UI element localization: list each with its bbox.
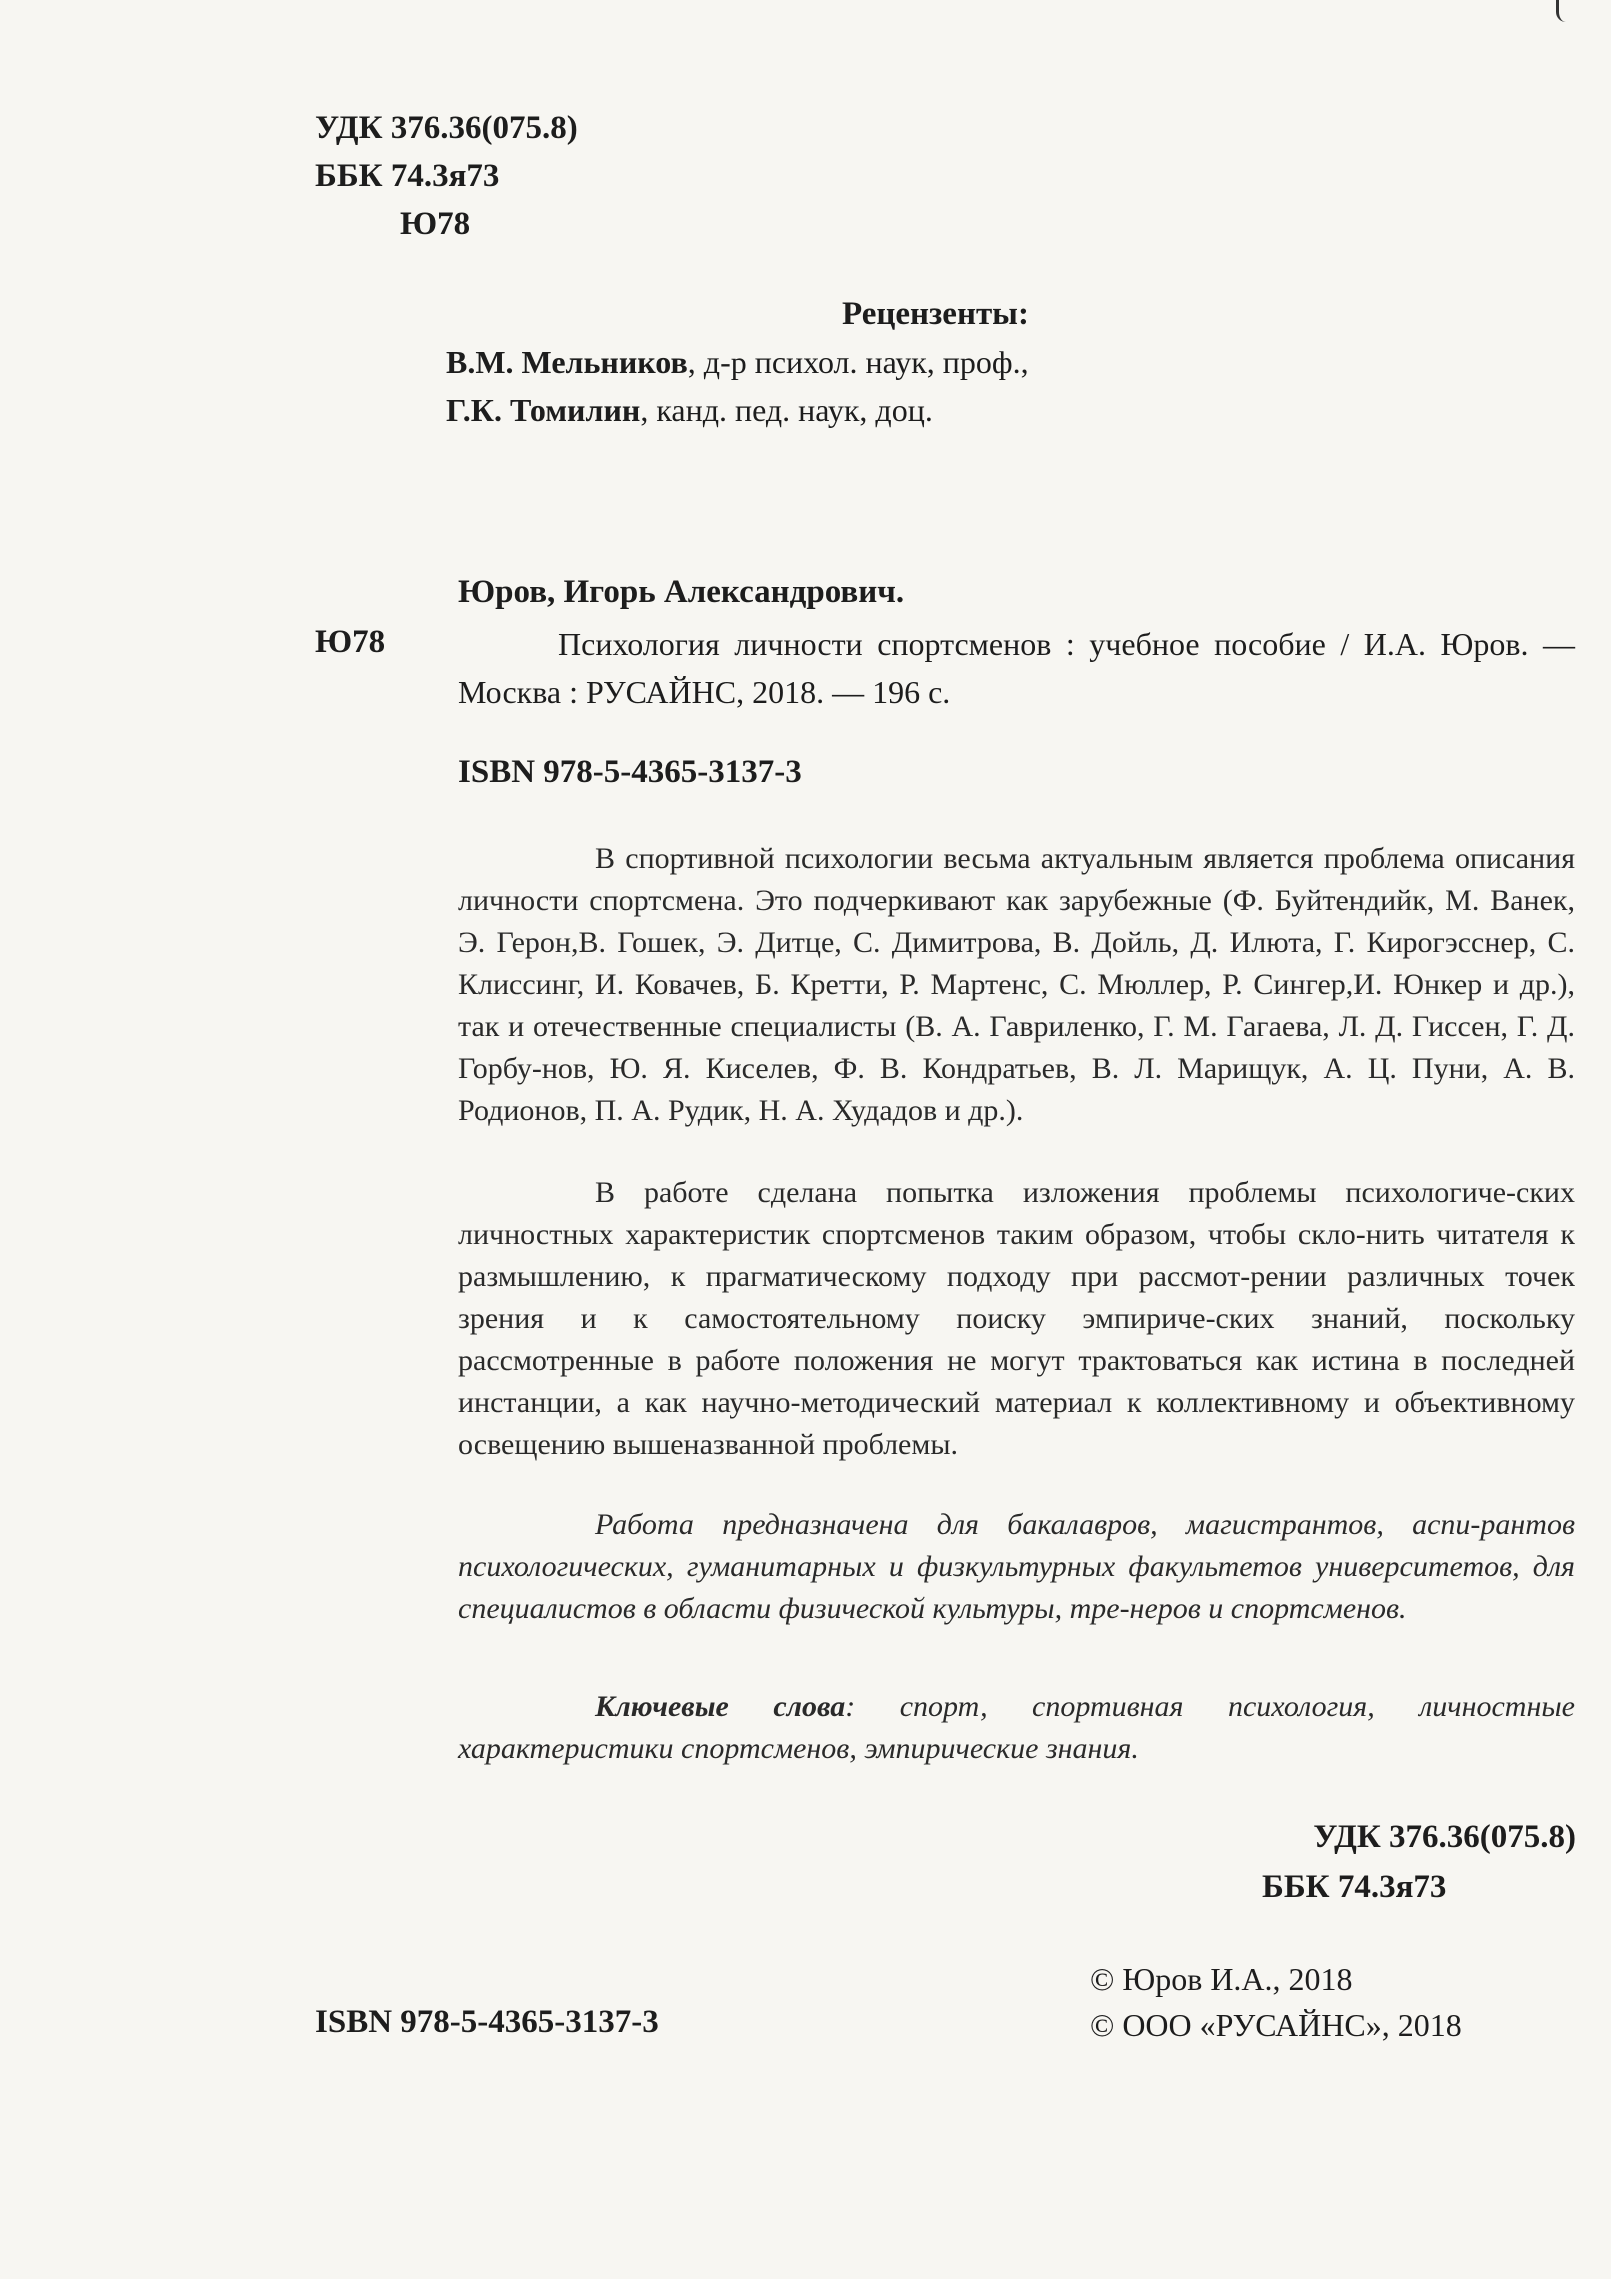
author-mark-top: Ю78 (400, 206, 471, 242)
copyright-author: © Юров И.А., 2018 (1090, 1961, 1353, 1997)
reviewer-2 (446, 392, 933, 429)
abstract-p2-text: В работе сделана попытка изложения проблемы психологиче-ских личностных характеристик спортсменов таким образом, чтобы скло-нить читателя к размышлению, к прагматическому подходу при рассмот-рении различных точек зрения и к самостоятельному поиску эмпириче-ских знаний, поскольку рассмотренные в работе положения не могут трактоваться как истина в последней инстанции, а как научно-методический материал к коллективному и объективному освещению вышеназванной проблемы. (458, 1176, 1575, 1461)
entry-isbn: ISBN 978-5-4365-3137-3 (458, 754, 802, 790)
udk-code-bottom: УДК 376.36(075.8) (1313, 1819, 1576, 1855)
entry-author: Юров, Игорь Александрович. (458, 574, 905, 610)
abstract-paragraph-1 (458, 838, 1575, 1132)
isbn-footer: ISBN 978-5-4365-3137-3 (315, 2004, 659, 2040)
keywords-text: : спорт, спортивная психология, личностные характеристики спортсменов, эмпирические знания. (458, 1690, 1575, 1765)
reviewer-1 (446, 344, 1029, 381)
entry-description (458, 620, 1575, 716)
keywords-paragraph (458, 1686, 1575, 1770)
abstract-paragraph-2 (458, 1172, 1575, 1466)
bbk-code-bottom: ББК 74.3я73 (1262, 1869, 1447, 1905)
abstract-p1-text: В спортивной психологии весьма актуальным является проблема описания личности спортсмена. Это подчеркивают как зарубежные (Ф. Буйтендийк, М. Ванек, Э. Герон,В. Гошек, Э. Дитце, С. Димитрова, В. Дойль, Д. Илюта, Г. Кирогэсснер, С. Клиссинг, И. Ковачев, Б. Кретти, Р. Мартенс, С. Мюллер, Р. Сингер,И. Юнкер и др.), так и отечественные специалисты (В. А. Гавриленко, Г. М. Гагаева, Л. Д. Гиссен, Г. Д. Горбу-нов, Ю. Я. Киселев, Ф. В. Кондратьев, В. Л. Марищук, А. Ц. Пуни, А. В. Родионов, П. А. Рудик, Н. А. Худадов и др.). (458, 842, 1575, 1127)
reviewers-title: Рецензенты: (842, 296, 1029, 332)
entry-description-text: Психология личности спортсменов : учебное пособие / И.А. Юров. — Москва : РУСАЙНС, 2018. — 196 с. (458, 626, 1575, 710)
bbk-code-top: ББК 74.3я73 (315, 158, 500, 194)
reviewer-1-name: В.М. Мельников (446, 344, 688, 380)
udk-code-top: УДК 376.36(075.8) (315, 110, 578, 146)
abstract-paragraph-3 (458, 1504, 1575, 1630)
scan-mark (1556, 0, 1573, 22)
copyright-publisher: © ООО «РУСАЙНС», 2018 (1090, 2007, 1462, 2043)
reviewer-1-desc: , д-р психол. наук, проф., (687, 344, 1029, 380)
reviewer-2-name: Г.К. Томилин (446, 392, 641, 428)
keywords-label: Ключевые слова (595, 1690, 846, 1723)
reviewer-2-desc: , канд. пед. наук, доц. (640, 392, 933, 428)
entry-author-mark: Ю78 (315, 624, 386, 660)
abstract-p3-text: Работа предназначена для бакалавров, магистрантов, аспи-рантов психологических, гуманитарных и физкультурных факультетов университетов, для специалистов в области физической культуры, тре-неров и спортсменов. (458, 1508, 1575, 1625)
